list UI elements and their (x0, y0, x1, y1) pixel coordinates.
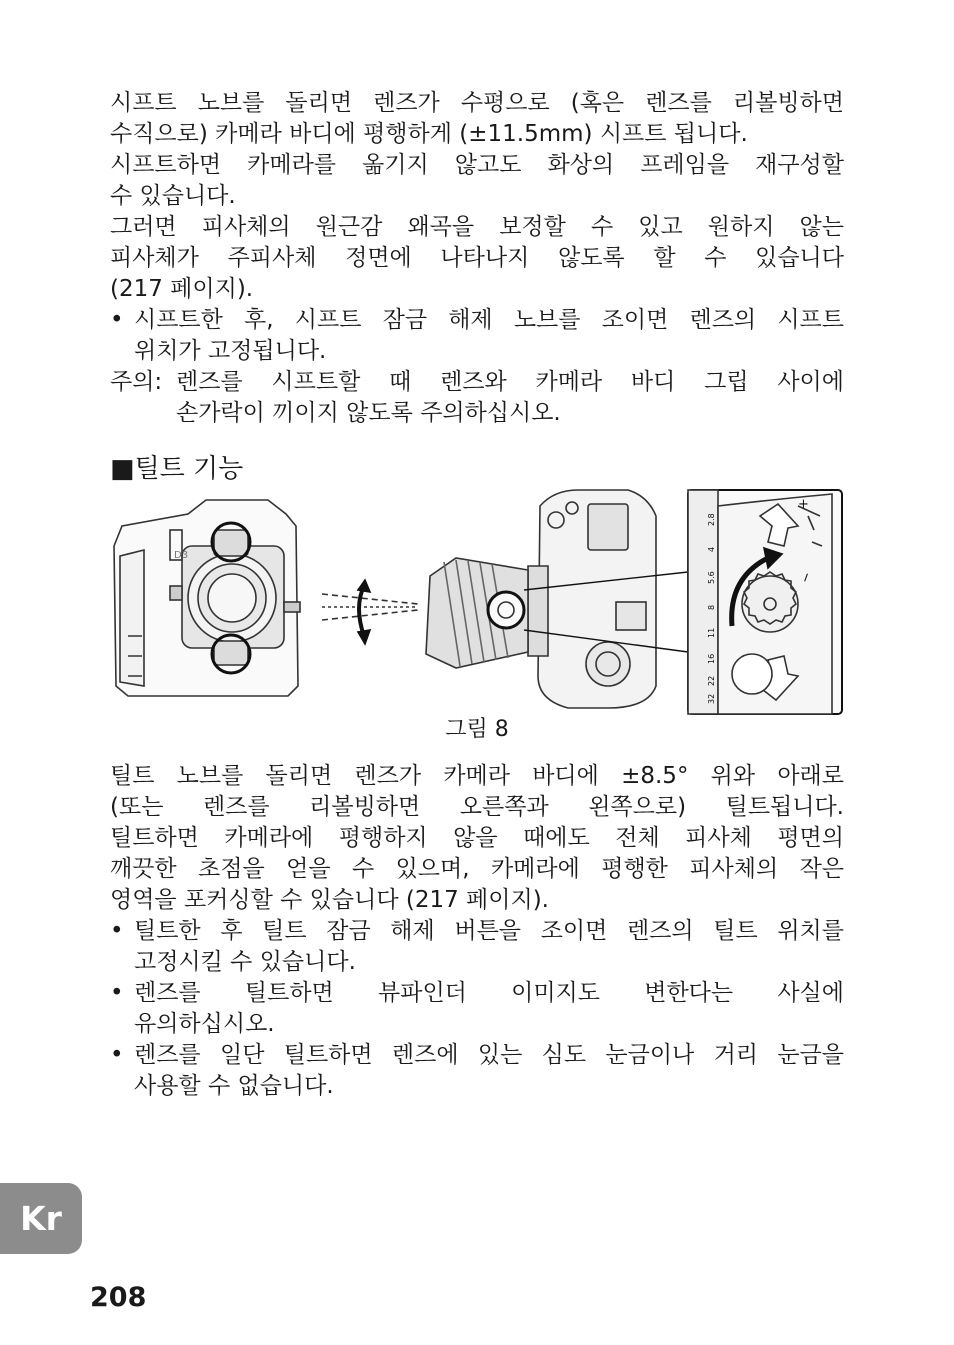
section-tilt-text (110, 761, 844, 1102)
page-number: 208 (90, 1282, 147, 1313)
tilt-bullet-1 (110, 916, 844, 978)
tilt-arrow-icon (359, 586, 364, 636)
plus-sign: + (798, 497, 809, 512)
figure-tilt-illustration (108, 486, 848, 718)
text-line: (또는 렌즈를 리볼빙하면 오른쪽과 왼쪽으로) 틸트됩니다. (110, 794, 844, 820)
section-shift-text (110, 88, 844, 429)
text-line: • 렌즈를 일단 틸트하면 렌즈에 있는 심도 눈금이나 거리 눈금을 (134, 1042, 844, 1068)
scale-label: 5.6 (707, 571, 716, 584)
camera-badge: D3 (174, 550, 189, 561)
section-heading-tilt: ■틸트 기능 (110, 454, 244, 484)
text-line: 피사체가 주피사체 정면에 나타나지 않도록 할 수 있습니다 (110, 245, 844, 271)
figure-caption: 그림 8 (445, 717, 509, 742)
tilt-bullet-3 (110, 1040, 844, 1102)
shift-paragraph-2 (110, 150, 844, 212)
scale-label: 32 (707, 693, 716, 704)
text-line: (217 페이지). (110, 276, 254, 302)
shift-paragraph-3 (110, 212, 844, 305)
tilt-paragraph-1 (110, 761, 844, 916)
text-line: 영역을 포커싱할 수 있습니다 (217 페이지). (110, 887, 549, 913)
scale-label: 11 (707, 627, 716, 638)
text-line: 수 있습니다. (110, 183, 236, 209)
text-line: 그러면 피사체의 원근감 왜곡을 보정할 수 있고 원하지 않는 (110, 214, 844, 240)
text-line: 렌즈를 시프트할 때 렌즈와 카메라 바디 그립 사이에 (176, 369, 844, 395)
scale-label: 2.8 (707, 513, 716, 526)
shift-bullet-1 (110, 305, 844, 367)
text-line: 손가락이 끼이지 않도록 주의하십시오. (176, 400, 561, 426)
text-line: • 시프트한 후, 시프트 잠금 해제 노브를 조이면 렌즈의 시프트 (134, 307, 844, 333)
shift-paragraph-1 (110, 88, 844, 150)
text-line: • 틸트한 후 틸트 잠금 해제 버튼을 조이면 렌즈의 틸트 위치를 (134, 918, 844, 944)
text-line: • 렌즈를 틸트하면 뷰파인더 이미지도 변한다는 사실에 (134, 980, 844, 1006)
text-line: 유의하십시오. (134, 1011, 275, 1037)
text-line: 시프트 노브를 돌리면 렌즈가 수평으로 (혹은 렌즈를 리볼빙하면 (110, 90, 844, 116)
scale-label: 16 (707, 653, 716, 664)
text-line: 깨끗한 초점을 얻을 수 있으며, 카메라에 평행한 피사체의 작은 (110, 856, 844, 882)
camera-front-illustration (114, 500, 300, 696)
text-line: 고정시킬 수 있습니다. (134, 949, 356, 975)
scale-label: 4 (707, 546, 716, 552)
camera-top-illustration (426, 490, 656, 708)
language-tab: Kr (0, 1183, 82, 1254)
tilt-bullet-2 (110, 978, 844, 1040)
text-line: 수직으로) 카메라 바디에 평행하게 (±11.5mm) 시프트 됩니다. (110, 121, 748, 147)
scale-label: 22 (707, 675, 716, 686)
text-line: 틸트하면 카메라에 평행하지 않을 때에도 전체 피사체 평면의 (110, 825, 844, 851)
minus-sign: − (797, 569, 816, 586)
text-line: 시프트하면 카메라를 옮기지 않고도 화상의 프레임을 재구성할 (110, 152, 844, 178)
note-label: 주의: (110, 369, 163, 395)
tilt-angle-indicator (322, 594, 418, 620)
text-line: 위치가 고정됩니다. (134, 338, 327, 364)
text-line: 틸트 노브를 돌리면 렌즈가 카메라 바디에 ±8.5° 위와 아래로 (110, 763, 844, 789)
shift-note (110, 367, 844, 429)
text-line: 사용할 수 없습니다. (134, 1073, 334, 1099)
scale-label: 8 (707, 604, 716, 610)
